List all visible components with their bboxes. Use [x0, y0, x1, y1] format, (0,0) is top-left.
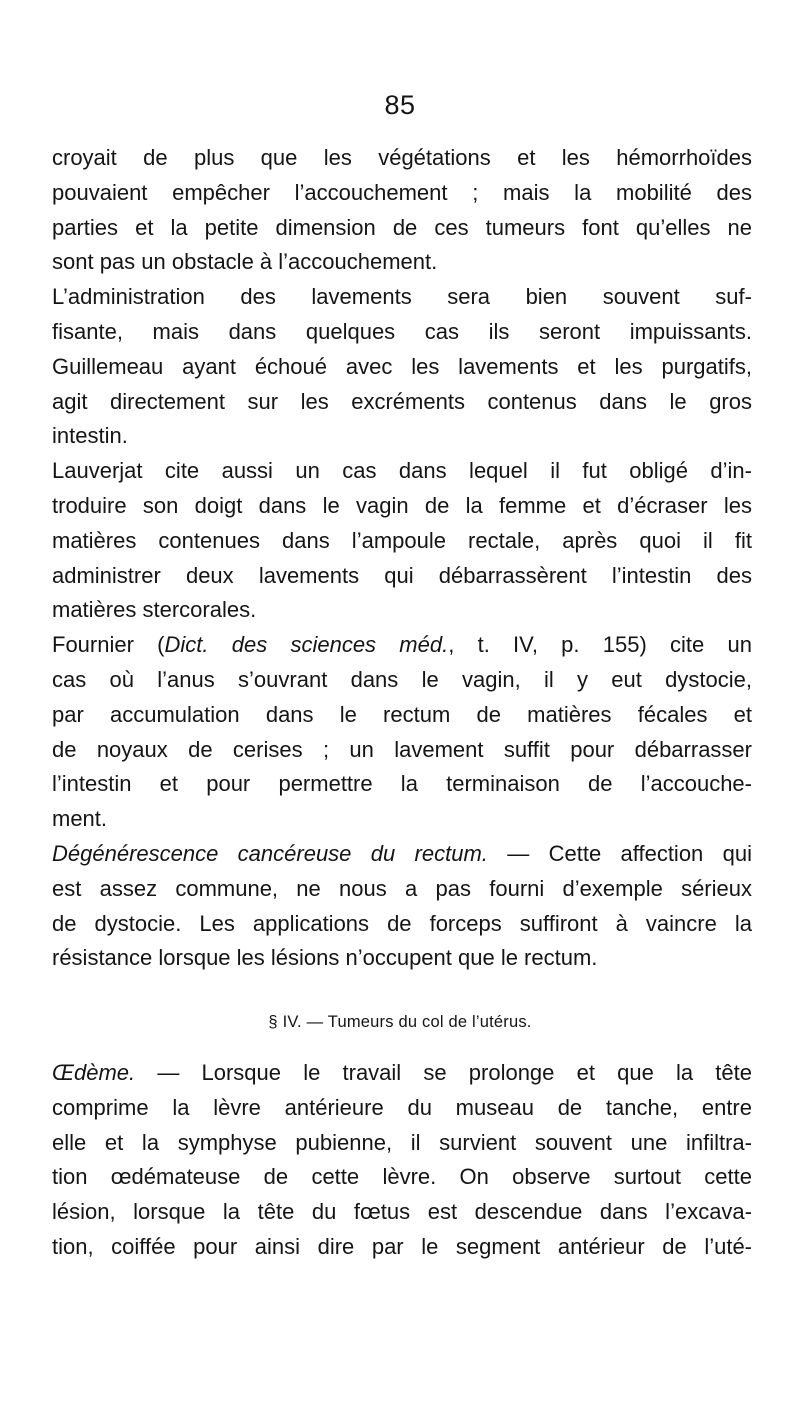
text-line	[52, 837, 752, 872]
section-heading: § IV. — Tumeurs du col de l’utérus.	[268, 1013, 532, 1031]
text-line: matières contenues dans l’ampoule rectale, après quoi il fit	[52, 527, 752, 553]
text-line: troduire son doigt dans le vagin de la femme et d’écraser les	[52, 492, 752, 518]
text-line: cas où l’anus s’ouvrant dans le vagin, il y eut dystocie,	[52, 666, 752, 692]
paragraph	[52, 837, 752, 976]
text-line: ment.	[52, 806, 108, 832]
text-run: Fournier (	[52, 632, 165, 658]
text-line: matières stercorales.	[52, 597, 257, 623]
paragraph	[52, 628, 752, 837]
text-line: agit directement sur les excréments contenus dans le gros	[52, 388, 752, 414]
body-text	[52, 1056, 752, 1265]
text-line: parties et la petite dimension de ces tumeurs font qu’elles ne	[52, 214, 752, 240]
paragraph-heading: Œdème.	[52, 1060, 136, 1085]
text-run: — Lorsque le travail se prolonge et que la tête	[135, 1060, 752, 1085]
text-line: de dystocie. Les applications de forceps suffiront à vaincre la	[52, 910, 752, 936]
citation-title: Dict. des sciences méd.	[164, 632, 449, 658]
text-line: Guillemeau ayant échoué avec les lavements et les purgatifs,	[52, 353, 752, 379]
text-line: de noyaux de cerises ; un lavement suffit pour débarrasser	[52, 736, 752, 762]
text-line: fisante, mais dans quelques cas ils seront impuissants.	[52, 318, 752, 344]
text-line: Lauverjat cite aussi un cas dans lequel il fut obligé d’in-	[52, 458, 752, 484]
text-line: l’intestin et pour permettre la terminaison de l’accouche-	[52, 771, 752, 797]
page-number: 85	[384, 90, 416, 120]
paragraph	[52, 280, 752, 454]
text-line: tion, coiffée pour ainsi dire par le segment antérieur de l’uté-	[52, 1233, 752, 1259]
text-line: est assez commune, ne nous a pas fourni d’exemple sérieux	[52, 875, 752, 901]
text-line: elle et la symphyse pubienne, il survient souvent une infiltra-	[52, 1129, 752, 1155]
text-line: tion œdémateuse de cette lèvre. On observe surtout cette	[52, 1164, 752, 1190]
text-line: intestin.	[52, 423, 128, 449]
text-line: croyait de plus que les végétations et les hémorrhoïdes	[52, 145, 752, 170]
text-line	[52, 628, 752, 663]
paragraph	[52, 454, 752, 628]
text-line	[52, 1056, 752, 1091]
text-line: administrer deux lavements qui débarrassèrent l’intestin des	[52, 562, 752, 588]
text-run: — Cette affection qui	[487, 840, 752, 866]
text-run: , t. IV, p. 155) cite un	[448, 632, 753, 658]
paragraph-heading: Dégénérescence cancéreuse du rectum.	[52, 840, 488, 866]
text-line: pouvaient empêcher l’accouchement ; mais la mobilité des	[52, 179, 752, 205]
text-line: comprime la lèvre antérieure du museau de tanche, entre	[52, 1094, 752, 1120]
text-line: sont pas un obstacle à l’accouchement.	[52, 249, 438, 275]
text-line: lésion, lorsque la tête du fœtus est descendue dans l’excava-	[52, 1199, 752, 1225]
paragraph	[52, 141, 752, 280]
paragraph	[52, 1056, 752, 1265]
body-text	[52, 141, 752, 976]
text-line: L’administration des lavements sera bien souvent suf-	[52, 284, 752, 310]
text-line: résistance lorsque les lésions n’occupent que le rectum.	[52, 945, 598, 971]
text-line: par accumulation dans le rectum de matières fécales et	[52, 701, 752, 727]
